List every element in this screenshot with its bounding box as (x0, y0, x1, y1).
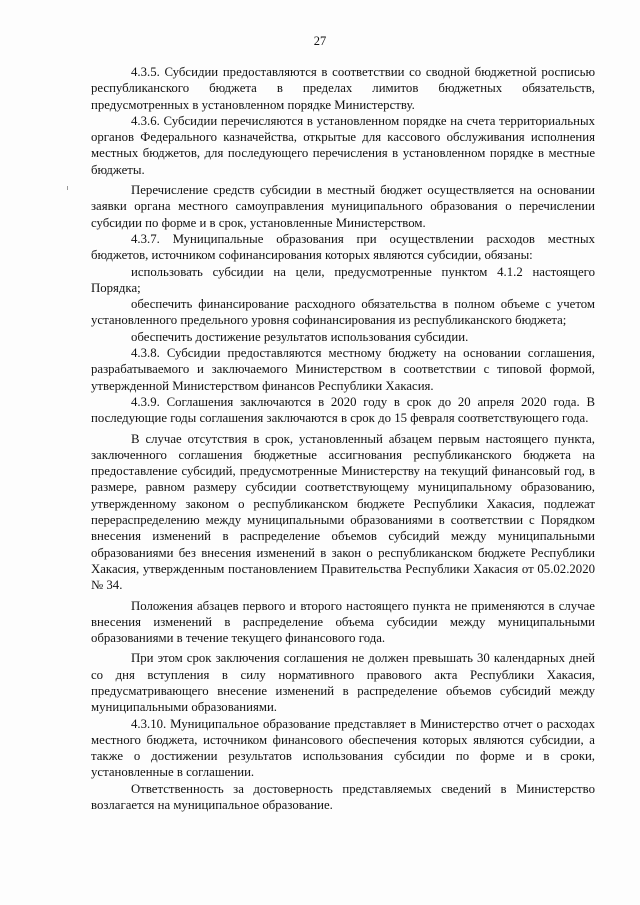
paragraph-responsibility: Ответственность за достоверность представляемых сведений в Министерство возлагается на муниципальное образование. (91, 781, 595, 813)
margin-mark (67, 186, 68, 190)
paragraph-4-3-6: 4.3.6. Субсидии перечисляются в установленном порядке на счета территориальных органов Федерального казначейства, открытые для кассового обслуживания исполнения местных бюджетов, для последующего перечисления в установленном порядке в местные бюджеты. (91, 113, 595, 177)
paragraph-exceptions: Положения абзацев первого и второго настоящего пункта не применяются в случае внесения изменений в распределение объема субсидии между муниципальными образованиями в течение текущего финансового года. (91, 598, 595, 646)
paragraph-transfer-of-funds: Перечисление средств субсидии в местный бюджет осуществляется на основании заявки органа местного самоуправления муниципального образования о перечислении субсидии по форме и в срок, установленные Министерством. (91, 183, 595, 230)
paragraph-4-3-9: 4.3.9. Соглашения заключаются в 2020 году в срок до 20 апреля 2020 года. В последующие годы соглашения заключаются в срок до 15 февраля соответствующего года. (91, 394, 595, 426)
paragraph-4-3-8: 4.3.8. Субсидии предоставляются местному бюджету на основании соглашения, разрабатываемого и заключаемого Министерством в соответствии с типовой формой, утвержденной Министерством финансов Республики Хакасия. (91, 346, 595, 393)
paragraph-4-3-10: 4.3.10. Муниципальное образование представляет в Министерство отчет о расходах местного бюджета, источником финансового обеспечения которых являются субсидии, а также о достижении результатов использования субсидии по форме и в сроки, установленные в соглашении. (91, 716, 595, 780)
paragraph-4-3-5: 4.3.5. Субсидии предоставляются в соответствии со сводной бюджетной росписью республиканского бюджета в пределах лимитов бюджетных обязательств, предусмотренных в установленном порядке Министерству. (91, 65, 595, 112)
paragraph-obligation-use-purpose: использовать субсидии на цели, предусмотренные пунктом 4.1.2 настоящего Порядка; (91, 264, 595, 295)
page-number: 27 (313, 34, 327, 48)
paragraph-obligation-financing: обеспечить финансирование расходного обязательства в полном объеме с учетом установленного предельного уровня софинансирования из республиканского бюджета; (91, 297, 595, 328)
document-body (91, 64, 595, 813)
paragraph-absence-of-agreement: В случае отсутствия в срок, установленный абзацем первым настоящего пункта, заключенного соглашения бюджетные ассигнования республиканского бюджета на предоставление субсидий, предусмотренные Министерству на текущий финансовый год, в размере, равном размеру субсидии соответствующему муниципальному образованию, утвержденному законом о республиканском бюджете Республики Хакасия, подлежат перераспределению между муниципальными образованиями в соответствии с Порядком внесения изменений в распределение объемов субсидий между муниципальными образованиями без внесения изменений в закон о республиканском бюджете Республики Хакасия, утвержденным постановлением Правительства Республики Хакасия от 05.02.2020 № 34. (91, 431, 595, 593)
paragraph-obligation-results: обеспечить достижение результатов использования субсидии. (131, 329, 469, 344)
paragraph-4-3-7: 4.3.7. Муниципальные образования при осуществлении расходов местных бюджетов, источником софинансирования которых являются субсидии, обязаны: (91, 231, 595, 263)
paragraph-term-limit: При этом срок заключения соглашения не должен превышать 30 календарных дней со дня вступления в силу нормативного правового акта Республики Хакасия, предусматривающего внесение изменений в распределение объемов субсидий между муниципальными образованиями. (91, 651, 595, 715)
